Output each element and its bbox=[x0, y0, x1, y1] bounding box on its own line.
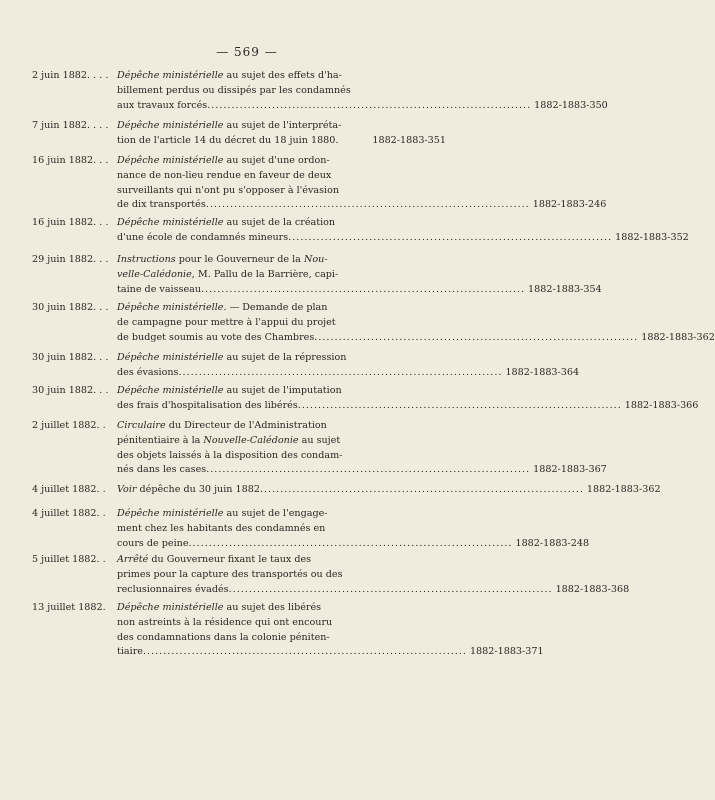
entry-description bbox=[117, 351, 580, 381]
entry-description bbox=[117, 553, 630, 597]
entry-reference: 1882-1883-368 bbox=[555, 583, 630, 595]
entry-last-text: d'une école de condamnés mineurs bbox=[117, 231, 289, 243]
leader-dots: ................................................................................ bbox=[142, 646, 467, 658]
entry-last-line bbox=[117, 537, 590, 552]
leader-dots: ................................................................................ bbox=[297, 399, 622, 411]
leader-dots: ................................................................................ bbox=[228, 583, 553, 595]
page-number: — 569 — bbox=[216, 45, 278, 59]
entry-description bbox=[117, 301, 715, 345]
leader-dots: ................................................................................ bbox=[205, 199, 530, 211]
entry-date: 13 juillet 1882. bbox=[32, 602, 106, 613]
entry-last-text: tiaire bbox=[117, 646, 143, 658]
entry-last-line bbox=[117, 645, 544, 660]
index-entry bbox=[32, 384, 699, 414]
entry-last-line bbox=[117, 399, 699, 414]
entry-last-line bbox=[117, 134, 446, 149]
index-entry bbox=[32, 253, 602, 297]
entry-description bbox=[117, 483, 661, 498]
entry-line: Dépêche ministérielle au sujet des libérés bbox=[117, 602, 322, 613]
entry-description bbox=[117, 507, 590, 551]
entry-reference: 1882-1883-362 bbox=[641, 331, 715, 343]
leader-dots: ................................................................................ bbox=[207, 99, 532, 111]
index-entry bbox=[32, 301, 715, 345]
entry-last-line bbox=[117, 99, 608, 114]
leader-dots: ................................................................................ bbox=[201, 283, 526, 295]
entry-last-text: de dix transportés bbox=[117, 199, 206, 211]
entry-description bbox=[117, 119, 446, 149]
entry-date: 16 juin 1882. . . bbox=[32, 217, 109, 228]
leader-dots: ................................................................................ bbox=[288, 231, 613, 243]
index-entry bbox=[32, 483, 661, 498]
entry-line: pénitentiaire à la Nouvelle-Calédonie au sujet bbox=[117, 434, 341, 446]
entry-last-text: Voir dépêche du 30 juin 1882 bbox=[117, 484, 260, 495]
index-entry bbox=[32, 553, 630, 597]
entry-last-line bbox=[117, 583, 630, 598]
entry-line: de campagne pour mettre à l'appui du projet bbox=[117, 316, 336, 328]
entry-date: 4 juillet 1882. . bbox=[32, 508, 106, 519]
entry-line: Dépêche ministérielle au sujet de l'engage- bbox=[117, 508, 328, 519]
entry-last-text: taine de vaisseau bbox=[117, 283, 202, 295]
entry-description bbox=[117, 154, 607, 213]
entry-line: primes pour la capture des transportés ou des bbox=[117, 568, 343, 580]
entry-last-text: nés dans les cases bbox=[117, 464, 207, 476]
entry-date: 5 juillet 1882. . bbox=[32, 554, 106, 565]
entry-date: 2 juillet 1882. . bbox=[32, 420, 106, 431]
entry-line: billement perdus ou dissipés par les condamnés bbox=[117, 84, 351, 96]
entry-date: 30 juin 1882. . . bbox=[32, 385, 109, 396]
entry-reference: 1882-1883-354 bbox=[528, 283, 602, 295]
entry-last-text: tion de l'article 14 du décret du 18 juin 1880. bbox=[117, 134, 339, 146]
entry-line: non astreints à la résidence qui ont encouru bbox=[117, 616, 333, 628]
entry-line: ment chez les habitants des condamnés en bbox=[117, 522, 326, 534]
entry-line: des condamnations dans la colonie péniten- bbox=[117, 631, 330, 643]
leader-dots: ................................................................................ bbox=[206, 464, 531, 476]
entry-date: 7 juin 1882. . . . bbox=[32, 120, 109, 131]
entry-last-line bbox=[117, 231, 689, 246]
entry-reference: 1882-1883-364 bbox=[505, 366, 580, 378]
entry-reference: 1882-1883-362 bbox=[586, 484, 661, 495]
leader-dots: ................................................................................ bbox=[188, 537, 513, 549]
leader-dots: ................................................................................ bbox=[259, 484, 584, 495]
entry-description bbox=[117, 69, 608, 113]
entry-line: Dépêche ministérielle au sujet de la création bbox=[117, 217, 336, 228]
entry-reference: 1882-1883-248 bbox=[515, 537, 590, 549]
entry-last-text: des frais d'hospitalisation des libérés bbox=[117, 399, 298, 411]
entry-last-line bbox=[117, 366, 580, 381]
leader-dots: ................................................................................ bbox=[314, 331, 639, 343]
index-entry bbox=[32, 507, 590, 551]
entry-last-text: cours de peine bbox=[117, 537, 189, 549]
entry-date: 4 juillet 1882. . bbox=[32, 484, 106, 495]
index-entry bbox=[32, 154, 607, 213]
entry-line: Dépêche ministérielle au sujet des effets d'ha- bbox=[117, 70, 342, 81]
entry-description bbox=[117, 601, 544, 660]
entry-date: 30 juin 1882. . . bbox=[32, 352, 109, 363]
entry-line: Dépêche ministérielle au sujet de l'interpréta- bbox=[117, 120, 342, 131]
entry-line: Dépêche ministérielle au sujet de la répression bbox=[117, 352, 347, 363]
entry-line: surveillants qui n'ont pu s'opposer à l'évasion bbox=[117, 184, 340, 196]
entry-description bbox=[117, 216, 689, 246]
entry-line: Dépêche ministérielle au sujet d'une ordon- bbox=[117, 155, 330, 166]
entry-date: 2 juin 1882. . . . bbox=[32, 70, 109, 81]
entry-last-line bbox=[117, 463, 607, 478]
entry-reference: 1882-1883-371 bbox=[469, 646, 544, 658]
entry-last-text: aux travaux forcés bbox=[117, 99, 208, 111]
entry-line: Arrêté du Gouverneur fixant le taux des bbox=[117, 554, 312, 565]
entry-description bbox=[117, 419, 607, 478]
entry-reference: 1882-1883-246 bbox=[532, 199, 607, 211]
entry-line: velle-Calédonie, M. Pallu de la Barrière, capi- bbox=[117, 268, 339, 280]
entry-line: nance de non-lieu rendue en faveur de deux bbox=[117, 169, 332, 181]
index-entry bbox=[32, 69, 608, 113]
entry-date: 29 juin 1882. . . bbox=[32, 254, 109, 265]
entry-last-text: de budget soumis au vote des Chambres bbox=[117, 331, 315, 343]
entry-last-line bbox=[117, 483, 661, 498]
entry-line: des objets laissés à la disposition des condam- bbox=[117, 449, 343, 461]
entry-last-text: reclusionnaires évadés bbox=[117, 583, 229, 595]
entry-line: Instructions pour le Gouverneur de la Nou- bbox=[117, 254, 328, 265]
entry-reference: 1882-1883-352 bbox=[615, 231, 689, 243]
entry-line: Circulaire du Directeur de l'Administration bbox=[117, 420, 327, 431]
entry-line: Dépêche ministérielle au sujet de l'imputation bbox=[117, 385, 342, 396]
entry-line: Dépêche ministérielle. — Demande de plan bbox=[117, 302, 328, 313]
entry-last-line bbox=[117, 198, 607, 213]
index-entry bbox=[32, 419, 607, 478]
entry-reference: 1882-1883-367 bbox=[533, 464, 607, 476]
index-entry bbox=[32, 216, 689, 246]
index-entry bbox=[32, 119, 446, 149]
entry-description bbox=[117, 384, 699, 414]
entry-last-line bbox=[117, 331, 715, 346]
entry-description bbox=[117, 253, 602, 297]
leader-dots: ................................................................................ bbox=[178, 366, 503, 378]
entry-reference: 1882-1883-350 bbox=[534, 99, 608, 111]
entry-date: 30 juin 1882. . . bbox=[32, 302, 109, 313]
entry-date: 16 juin 1882. . . bbox=[32, 155, 109, 166]
index-entry bbox=[32, 601, 544, 660]
leader-dots bbox=[338, 134, 369, 149]
entry-reference: 1882-1883-351 bbox=[372, 134, 446, 146]
entry-last-text: des évasions bbox=[117, 366, 179, 378]
entry-reference: 1882-1883-366 bbox=[624, 399, 699, 411]
entry-last-line bbox=[117, 283, 602, 298]
index-entry bbox=[32, 351, 580, 381]
